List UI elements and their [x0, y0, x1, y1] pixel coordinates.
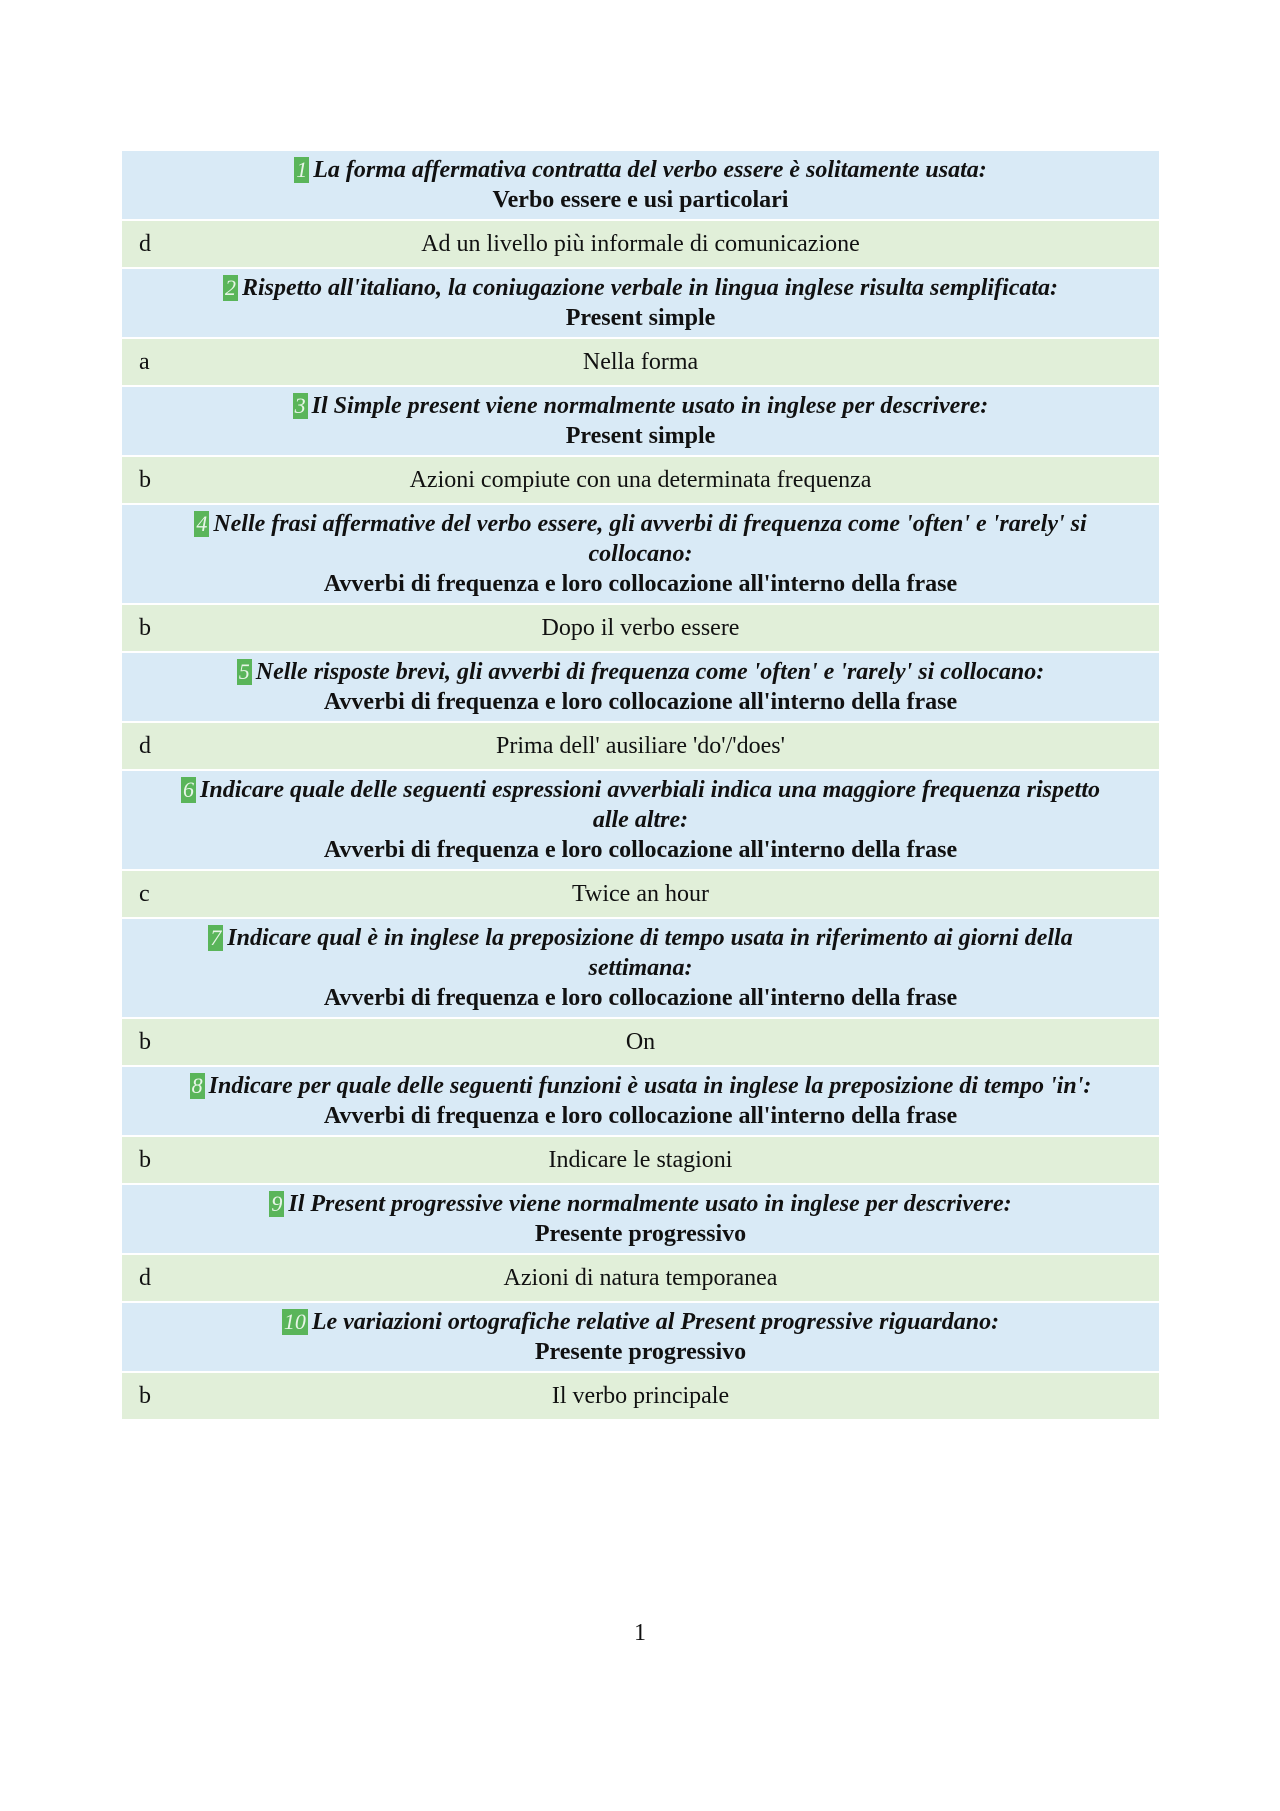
question-number-badge: 3: [294, 393, 306, 418]
quiz-table: [122, 151, 1159, 1421]
question-number-badge: 1: [296, 157, 308, 182]
answer-letter: b: [139, 467, 151, 493]
question-row: [122, 653, 1159, 721]
answer-text: Twice an hour: [572, 881, 709, 907]
question-topic: Avverbi di frequenza e loro collocazione all'interno della frase: [323, 689, 958, 715]
question-row: [122, 387, 1159, 455]
question-text: 3 Il Simple present viene normalmente usato in inglese per descrivere:: [294, 393, 989, 419]
answer-letter: b: [139, 1147, 151, 1173]
question-row: [122, 505, 1159, 603]
answer-text: Azioni di natura temporanea: [503, 1265, 778, 1291]
question-topic: Present simple: [565, 305, 716, 331]
question-text: 2 Rispetto all'italiano, la coniugazione verbale in lingua inglese risulta semplificata:: [224, 275, 1059, 301]
answer-row: [122, 1137, 1159, 1183]
question-number-badge: 5: [238, 659, 250, 684]
question-number-badge: 7: [210, 925, 222, 950]
question-number-badge: 6: [183, 777, 194, 802]
question-topic: Presente progressivo: [534, 1221, 747, 1247]
answer-letter: b: [139, 615, 151, 641]
question-number-badge: 10: [283, 1309, 306, 1334]
question-text: 9 Il Present progressive viene normalmente usato in inglese per descrivere:: [271, 1191, 1012, 1217]
answer-text: Indicare le stagioni: [548, 1147, 733, 1173]
answer-letter: d: [139, 1265, 151, 1291]
question-topic: Avverbi di frequenza e loro collocazione all'interno della frase: [323, 985, 958, 1011]
answer-letter: d: [139, 231, 151, 257]
answer-letter: a: [139, 349, 150, 375]
answer-row: [122, 871, 1159, 917]
page-number: 1: [634, 1620, 646, 1646]
question-row: [122, 919, 1159, 1017]
question-text: 4 Nelle frasi affermative del verbo essere, gli avverbi di frequenza come 'often' e 'rarely' si collocano:: [196, 511, 1087, 567]
question-row: [122, 1303, 1159, 1371]
answer-text: Il verbo principale: [551, 1383, 730, 1409]
question-number-badge: 8: [191, 1073, 203, 1098]
question-number-badge: 2: [224, 275, 236, 300]
answer-text: Prima dell' ausiliare 'do'/'does': [496, 733, 785, 759]
question-number-badge: 4: [196, 511, 208, 536]
answer-row: [122, 1019, 1159, 1065]
answer-text: Azioni compiute con una determinata frequenza: [409, 467, 872, 493]
question-text: 5 Nelle risposte brevi, gli avverbi di frequenza come 'often' e 'rarely' si collocano:: [238, 659, 1045, 685]
question-topic: Verbo essere e usi particolari: [492, 187, 789, 213]
question-row: [122, 771, 1159, 869]
question-row: [122, 269, 1159, 337]
answer-row: [122, 1255, 1159, 1301]
question-text: 7 Indicare qual è in inglese la preposizione di tempo usata in riferimento ai giorni della settimana:: [210, 925, 1073, 981]
question-topic: Present simple: [565, 423, 716, 449]
question-topic: Avverbi di frequenza e loro collocazione all'interno della frase: [323, 1103, 958, 1129]
answer-text: Nella forma: [582, 349, 699, 375]
answer-row: [122, 723, 1159, 769]
question-row: [122, 1185, 1159, 1253]
answer-letter: b: [139, 1383, 151, 1409]
question-topic: Avverbi di frequenza e loro collocazione all'interno della frase: [323, 837, 958, 863]
answer-letter: d: [139, 733, 151, 759]
question-text: 6 Indicare quale delle seguenti espressioni avverbiali indica una maggiore frequenza rispetto alle altre:: [183, 777, 1100, 833]
answer-letter: b: [139, 1029, 151, 1055]
question-text: 10 Le variazioni ortografiche relative al Present progressive riguardano:: [283, 1309, 1000, 1335]
answer-row: [122, 339, 1159, 385]
answer-row: [122, 457, 1159, 503]
answer-row: [122, 605, 1159, 651]
question-text: 8 Indicare per quale delle seguenti funzioni è usata in inglese la preposizione di tempo 'in':: [191, 1073, 1092, 1099]
answer-text: On: [625, 1029, 656, 1055]
question-topic: Avverbi di frequenza e loro collocazione all'interno della frase: [323, 571, 958, 597]
answer-letter: c: [139, 881, 150, 907]
question-text: 1 La forma affermativa contratta del verbo essere è solitamente usata:: [296, 157, 987, 183]
answer-text: Ad un livello più informale di comunicazione: [421, 231, 860, 257]
answer-row: [122, 221, 1159, 267]
answer-text: Dopo il verbo essere: [541, 615, 740, 641]
question-number-badge: 9: [271, 1191, 283, 1216]
question-row: [122, 151, 1159, 219]
question-row: [122, 1067, 1159, 1135]
question-topic: Presente progressivo: [534, 1339, 747, 1365]
answer-row: [122, 1373, 1159, 1419]
